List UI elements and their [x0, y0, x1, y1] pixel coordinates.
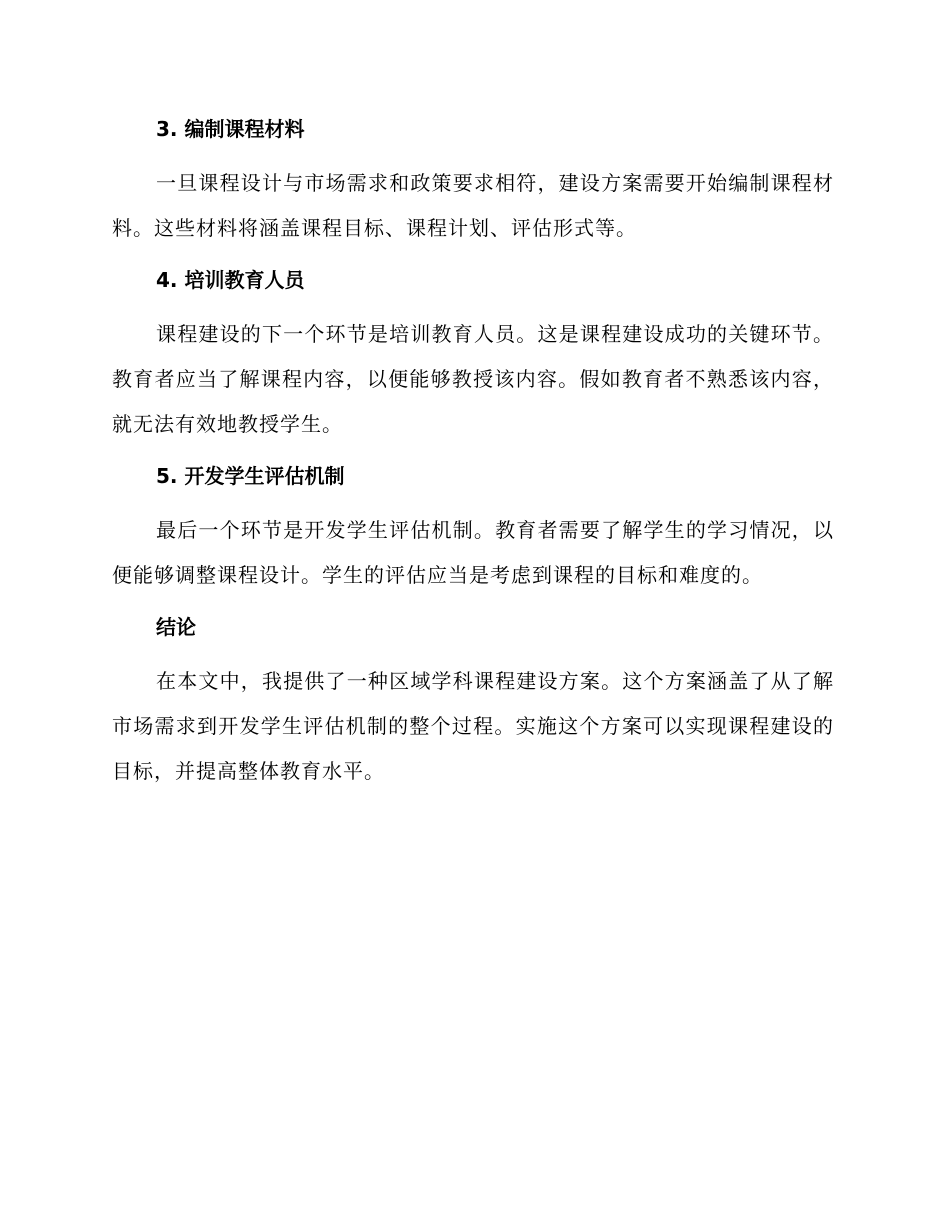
section-paragraph: 一旦课程设计与市场需求和政策要求相符，建设方案需要开始编制课程材料。这些材料将涵盖课程目标、课程计划、评估形式等。 — [112, 171, 834, 240]
section-student-assessment — [112, 459, 834, 610]
section-conclusion — [112, 610, 834, 794]
section-compile-materials — [112, 112, 834, 263]
section-heading: 4. 培训教育人员 — [156, 268, 305, 292]
section-heading: 结论 — [156, 615, 196, 639]
section-paragraph: 课程建设的下一个环节是培训教育人员。这是课程建设成功的关键环节。教育者应当了解课程内容，以便能够教授该内容。假如教育者不熟悉该内容，就无法有效地教授学生。 — [112, 322, 834, 436]
section-heading: 5. 开发学生评估机制 — [156, 464, 345, 488]
section-paragraph: 最后一个环节是开发学生评估机制。教育者需要了解学生的学习情况，以便能够调整课程设计。学生的评估应当是考虑到课程的目标和难度的。 — [112, 518, 834, 587]
document-body — [112, 112, 834, 794]
section-paragraph: 在本文中，我提供了一种区域学科课程建设方案。这个方案涵盖了从了解市场需求到开发学生评估机制的整个过程。实施这个方案可以实现课程建设的目标，并提高整体教育水平。 — [112, 669, 834, 783]
section-heading: 3. 编制课程材料 — [156, 117, 305, 141]
section-train-educators — [112, 263, 834, 459]
